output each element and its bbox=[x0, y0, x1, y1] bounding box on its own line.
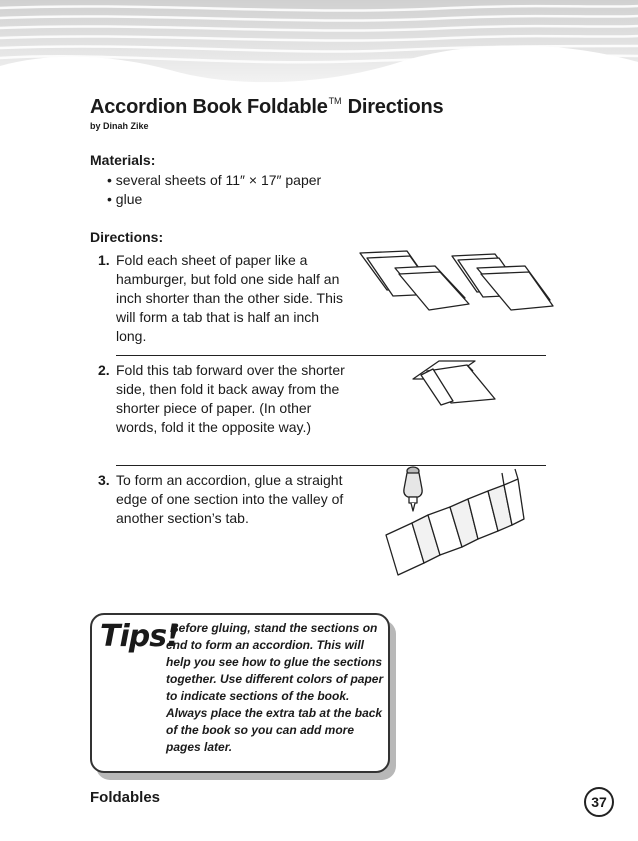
materials-item: • several sheets of 11″ × 17″ paper bbox=[107, 172, 322, 188]
page-title bbox=[90, 96, 443, 119]
trademark-mark: TM bbox=[328, 96, 342, 106]
step-text: Fold each sheet of paper like a hamburger, but fold one side half an inch shorter than the other side. This will form a tab that is half an inch long. bbox=[116, 252, 343, 344]
direction-step bbox=[98, 471, 348, 528]
page-number: 37 bbox=[584, 787, 614, 817]
step-number: 1. bbox=[98, 252, 110, 268]
direction-step bbox=[98, 361, 348, 437]
section-divider bbox=[116, 355, 546, 356]
step-number: 3. bbox=[98, 472, 110, 488]
directions-heading: Directions: bbox=[90, 229, 164, 245]
footer-label: Foldables bbox=[90, 789, 161, 806]
materials-heading: Materials: bbox=[90, 152, 156, 168]
tips-label: Tips! bbox=[100, 619, 179, 654]
title-main: Accordion Book Foldable bbox=[90, 96, 328, 118]
step-number: 2. bbox=[98, 362, 110, 378]
tips-text: Before gluing, stand the sections on end to form an accordion. This will help you see how to glue the sections together. Use different colors of paper to indicate sections of the book. Always place the extra tab at the back of the book so you can add more pages later. bbox=[166, 621, 384, 754]
step-text: Fold this tab forward over the shorter side, then fold it back away from the shorter piece of paper. (In other words, fold it the opposite way.) bbox=[116, 362, 345, 435]
folded-paper-illustration bbox=[355, 248, 555, 318]
tab-fold-illustration bbox=[405, 357, 500, 407]
accordion-glue-illustration bbox=[378, 465, 528, 585]
wavy-header-banner bbox=[0, 0, 638, 95]
materials-item: • glue bbox=[107, 191, 143, 207]
step-text: To form an accordion, glue a straight edge of one section into the valley of another section’s tab. bbox=[116, 472, 344, 526]
byline: by Dinah Zike bbox=[90, 121, 149, 131]
direction-step bbox=[98, 251, 348, 346]
title-suffix: Directions bbox=[347, 96, 444, 118]
